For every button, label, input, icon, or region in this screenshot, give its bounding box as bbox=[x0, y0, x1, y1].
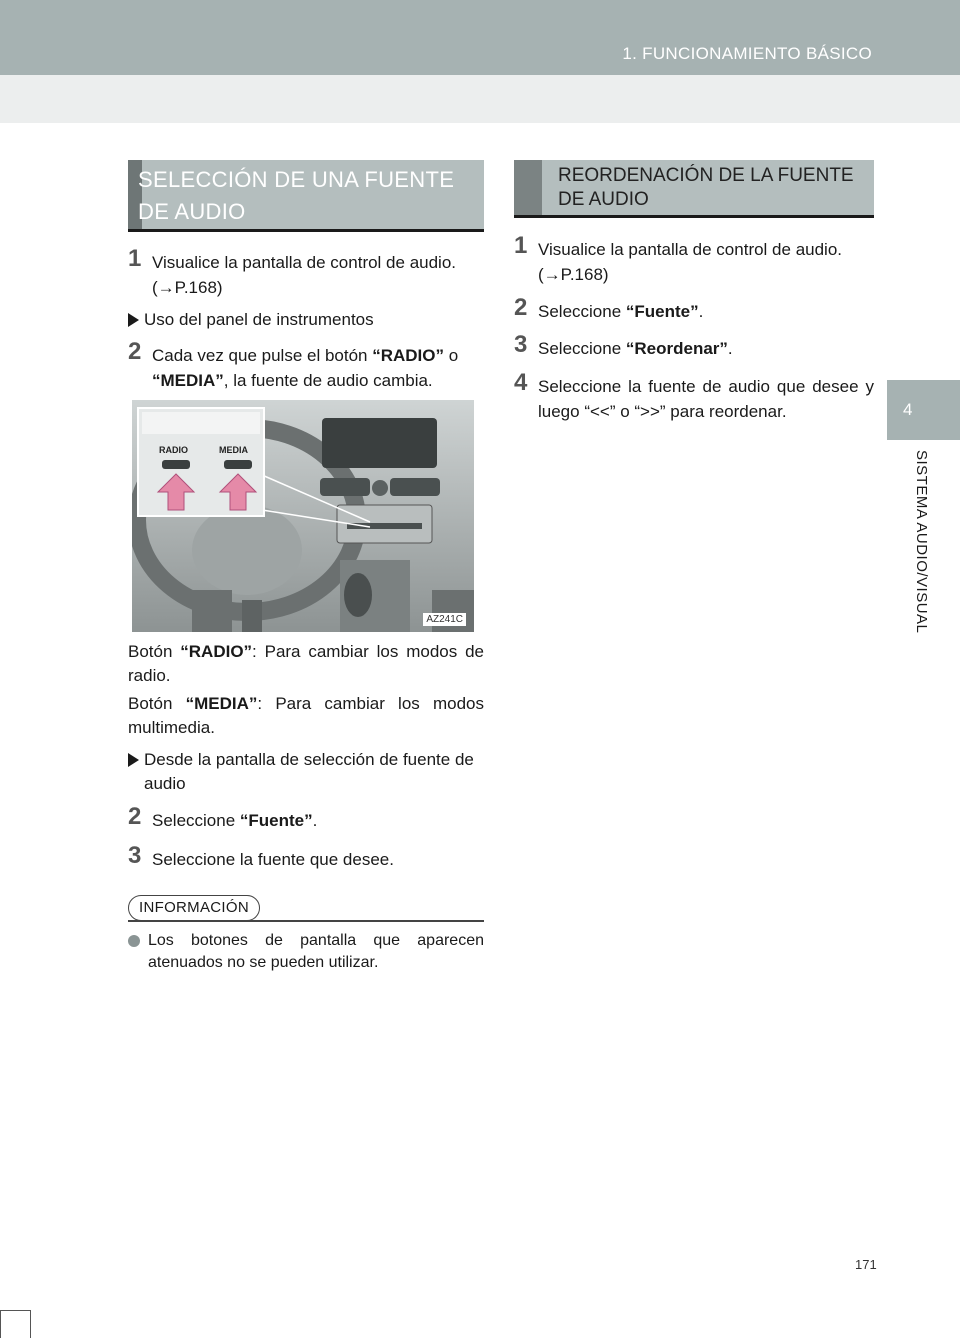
step-number: 3 bbox=[128, 842, 142, 869]
step-3-right bbox=[514, 331, 874, 361]
media-key: “MEDIA” bbox=[185, 694, 258, 713]
step-3 bbox=[128, 842, 484, 872]
desc-text: : Para cambiar los modos multimedia. bbox=[128, 694, 485, 737]
step-2 bbox=[128, 338, 484, 393]
page-reference[interactable]: P.168) bbox=[174, 278, 223, 297]
step-text: Seleccione bbox=[538, 339, 626, 358]
step-number: 3 bbox=[514, 331, 528, 358]
media-key: “MEDIA” bbox=[152, 371, 224, 390]
info-item bbox=[128, 930, 484, 974]
step-text: . bbox=[312, 811, 318, 830]
desc-text: : Para cambiar los modos de radio. bbox=[128, 642, 484, 685]
substep-text: Uso del panel de instrumentos bbox=[144, 310, 374, 329]
desc-text: Botón bbox=[128, 642, 181, 661]
step-text: . bbox=[727, 339, 733, 358]
dashboard-illustration bbox=[132, 400, 474, 632]
step-number: 2 bbox=[128, 803, 142, 830]
dashboard-photo bbox=[132, 400, 474, 632]
step-text: Visualice la pantalla de control de audio. ( bbox=[152, 253, 457, 297]
fuente-key: “Fuente” bbox=[239, 811, 313, 830]
step-number: 4 bbox=[514, 369, 528, 396]
radio-key: “RADIO” bbox=[372, 346, 444, 365]
step-number: 1 bbox=[128, 245, 142, 272]
desc-text: Botón bbox=[128, 694, 186, 713]
triangle-bullet-icon bbox=[128, 313, 139, 327]
step-text: Seleccione bbox=[152, 811, 240, 830]
step-number: 2 bbox=[514, 294, 528, 321]
arrow-icon: → bbox=[157, 278, 175, 297]
step-2b bbox=[128, 803, 484, 833]
arrow-icon: → bbox=[543, 265, 561, 284]
chapter-title: 1. FUNCIONAMIENTO BÁSICO bbox=[622, 44, 872, 63]
info-text: Los botones de pantalla que aparecen atenuados no se pueden utilizar. bbox=[148, 932, 484, 971]
step-text: Seleccione la fuente de audio que desee y luego “<<” o “>>” para reordenar. bbox=[538, 377, 874, 421]
crop-mark bbox=[30, 1310, 31, 1338]
triangle-bullet-icon bbox=[128, 753, 139, 767]
section-heading-text: REORDENACIÓN DE LA FUENTE DE AUDIO bbox=[558, 165, 854, 210]
step-text: Cada vez que pulse el botón bbox=[152, 346, 373, 365]
step-1 bbox=[128, 245, 484, 300]
step-1-right bbox=[514, 232, 874, 287]
radio-key: “RADIO” bbox=[180, 642, 253, 661]
step-text: Seleccione la fuente que desee. bbox=[152, 850, 394, 869]
step-text: Visualice la pantalla de control de audio. ( bbox=[538, 240, 843, 284]
bullet-dot-icon bbox=[128, 935, 140, 947]
media-description bbox=[128, 692, 484, 740]
substep-selection-screen bbox=[128, 748, 484, 796]
section-heading-left bbox=[128, 160, 484, 232]
section-heading-right bbox=[514, 160, 874, 218]
fuente-key: “Fuente” bbox=[625, 302, 699, 321]
crop-mark bbox=[0, 1310, 30, 1311]
step-text: o bbox=[444, 346, 459, 365]
radio-description bbox=[128, 640, 484, 688]
step-4-right bbox=[514, 369, 874, 424]
media-label: MEDIA bbox=[219, 445, 248, 455]
crop-mark bbox=[0, 1310, 1, 1338]
step-text: , la fuente de audio cambia. bbox=[223, 371, 433, 390]
chapter-label: SISTEMA AUDIO/VISUAL bbox=[913, 450, 930, 634]
section-heading-text: SELECCIÓN DE UNA FUENTE DE AUDIO bbox=[138, 167, 455, 224]
figure-code: AZ241C bbox=[423, 613, 466, 626]
header-band bbox=[0, 75, 960, 123]
reordenar-key: “Reordenar” bbox=[625, 339, 728, 358]
page-number: 171 bbox=[855, 1257, 877, 1272]
chapter-number: 4 bbox=[903, 400, 913, 419]
step-2-right bbox=[514, 294, 874, 324]
heading-accent-bar bbox=[514, 160, 542, 215]
radio-label: RADIO bbox=[159, 445, 188, 455]
step-text: Seleccione bbox=[538, 302, 626, 321]
step-text: . bbox=[698, 302, 704, 321]
substep-text: Desde la pantalla de selección de fuente de audio bbox=[144, 750, 474, 793]
step-number: 1 bbox=[514, 232, 528, 259]
substep-instrument-panel bbox=[128, 308, 484, 332]
chapter-tab bbox=[887, 380, 960, 440]
page-reference[interactable]: P.168) bbox=[560, 265, 609, 284]
step-number: 2 bbox=[128, 338, 142, 365]
info-title: INFORMACIÓN bbox=[128, 895, 260, 921]
